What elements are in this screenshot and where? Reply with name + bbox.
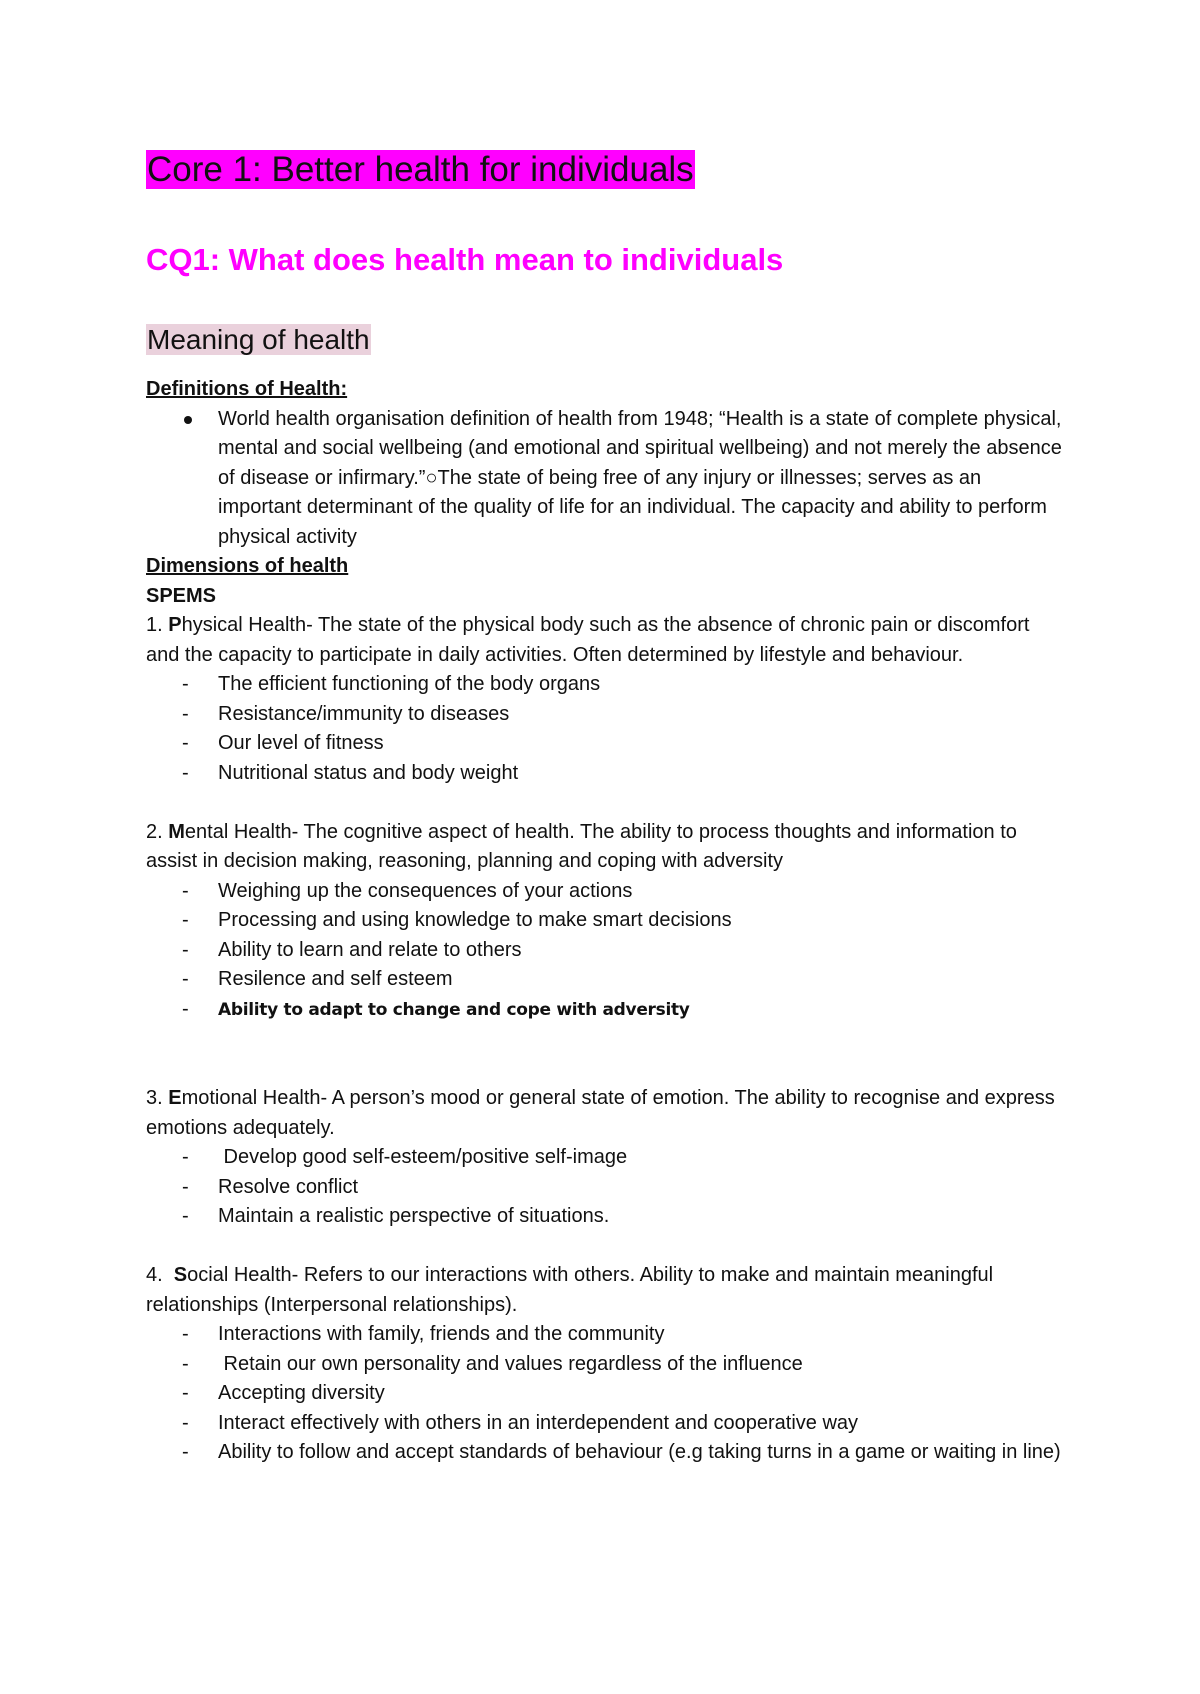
- list-item-text: Resilence and self esteem: [218, 968, 453, 990]
- list-item: [146, 1320, 1066, 1350]
- list-item-text: Ability to follow and accept standards of behaviour (e.g taking turns in a game or waiting in line): [218, 1441, 1061, 1463]
- list-item: [146, 670, 1066, 700]
- list-item: [146, 729, 1066, 759]
- spacer: [146, 1025, 1066, 1084]
- list-item-text: Resolve conflict: [218, 1175, 359, 1198]
- list-item-text: The efficient functioning of the body organs: [218, 673, 601, 695]
- bullet-dot-icon: [184, 416, 192, 424]
- list-item-text: Develop good self-esteem/positive self-image: [218, 1146, 628, 1168]
- mental-initial: M: [168, 820, 185, 843]
- section-heading: [146, 320, 371, 360]
- dash-marker: -: [182, 1175, 189, 1198]
- spacer: [146, 788, 1066, 818]
- list-item: [146, 965, 1066, 995]
- dimensions-heading: Dimensions of health: [146, 555, 349, 577]
- list-item-text: Retain our own personality and values regardless of the influence: [218, 1352, 803, 1375]
- page-title: [146, 146, 695, 194]
- list-item: [146, 1409, 1066, 1439]
- dash-marker: -: [182, 702, 189, 725]
- physical-health-paragraph: [146, 611, 1066, 670]
- list-item-text: Interactions with family, friends and the community: [218, 1323, 665, 1345]
- list-item: [146, 1350, 1066, 1380]
- list-item: [146, 1438, 1066, 1468]
- physical-text: hysical Health- The state of the physical body such as the absence of chronic pain or discomfort and the capacity to participate in daily activities. Often determined by lifestyle and behaviour.: [146, 614, 1030, 666]
- list-item-text: Accepting diversity: [218, 1382, 385, 1404]
- emotional-number: 3.: [146, 1087, 169, 1109]
- dash-marker: -: [182, 879, 189, 902]
- spacer: [146, 1232, 1066, 1262]
- focus-question-heading: CQ1: What does health mean to individuals: [146, 242, 784, 277]
- list-item-text: Ability to adapt to change and cope with adversity: [218, 999, 690, 1020]
- dash-marker: -: [182, 938, 189, 961]
- social-number: 4.: [146, 1264, 174, 1286]
- section-heading-text: Meaning of health: [147, 324, 370, 355]
- list-item: [146, 1202, 1066, 1232]
- list-item-text: Processing and using knowledge to make smart decisions: [218, 909, 732, 931]
- list-item: [146, 995, 1066, 1026]
- mental-number: 2.: [146, 820, 169, 843]
- dash-marker: -: [182, 1352, 189, 1375]
- dash-marker: -: [182, 732, 189, 754]
- list-item-text: Our level of fitness: [218, 732, 384, 754]
- emotional-health-paragraph: [146, 1084, 1066, 1143]
- page-title-text: Core 1: Better health for individuals: [147, 150, 694, 189]
- emotional-initial: E: [168, 1087, 182, 1109]
- dimensions-acronym: SPEMS: [146, 584, 217, 607]
- social-health-paragraph: [146, 1261, 1066, 1320]
- dash-marker: -: [182, 968, 189, 990]
- list-item: [146, 936, 1066, 966]
- list-item-text: Resistance/immunity to diseases: [218, 702, 510, 725]
- list-item-text: Maintain a realistic perspective of situations.: [218, 1205, 610, 1227]
- list-item: [146, 1379, 1066, 1409]
- definition-text: World health organisation definition of health from 1948; “Health is a state of complete physical, mental and social wellbeing (and emotional and spiritual wellbeing) and not merely the absence of disease or infirmary.”○The state of being free of any injury or illnesses; serves as an important determinant of the quality of life for an individual. The capacity and ability to perform physical activity: [218, 407, 1062, 548]
- list-item: [146, 1173, 1066, 1203]
- mental-text: ental Health- The cognitive aspect of health. The ability to process thoughts and information to assist in decision making, reasoning, planning and coping with adversity: [146, 820, 1017, 872]
- physical-initial: P: [168, 614, 182, 636]
- list-item: [146, 700, 1066, 730]
- dash-marker: -: [182, 1441, 189, 1463]
- list-item-text: Nutritional status and body weight: [218, 761, 519, 784]
- list-item-text: Weighing up the consequences of your actions: [218, 879, 633, 902]
- dash-marker: -: [182, 673, 189, 695]
- mental-health-paragraph: [146, 818, 1066, 877]
- list-item: [146, 906, 1066, 936]
- dash-marker: -: [182, 1146, 189, 1168]
- physical-number: 1.: [146, 614, 169, 636]
- social-text: ocial Health- Refers to our interactions with others. Ability to make and maintain meaningful relationships (Interpersonal relationships).: [146, 1264, 994, 1316]
- dash-marker: -: [182, 909, 189, 931]
- dash-marker: -: [182, 997, 189, 1020]
- dash-marker: -: [182, 1205, 189, 1227]
- social-initial: S: [173, 1264, 188, 1286]
- definition-bullet-item: [146, 405, 1066, 553]
- dash-marker: -: [182, 1323, 189, 1345]
- list-item: [146, 759, 1066, 789]
- list-item-text: Ability to learn and relate to others: [218, 938, 522, 961]
- dash-marker: -: [182, 761, 189, 784]
- list-item: [146, 1143, 1066, 1173]
- dash-marker: -: [182, 1411, 189, 1434]
- definitions-heading: Definitions of Health:: [146, 378, 348, 400]
- document-body: [146, 375, 1066, 1468]
- emotional-text: motional Health- A person’s mood or general state of emotion. The ability to recognise and express emotions adequately.: [146, 1087, 1055, 1139]
- list-item: [146, 877, 1066, 907]
- dash-marker: -: [182, 1382, 189, 1404]
- list-item-text: Interact effectively with others in an interdependent and cooperative way: [218, 1411, 859, 1434]
